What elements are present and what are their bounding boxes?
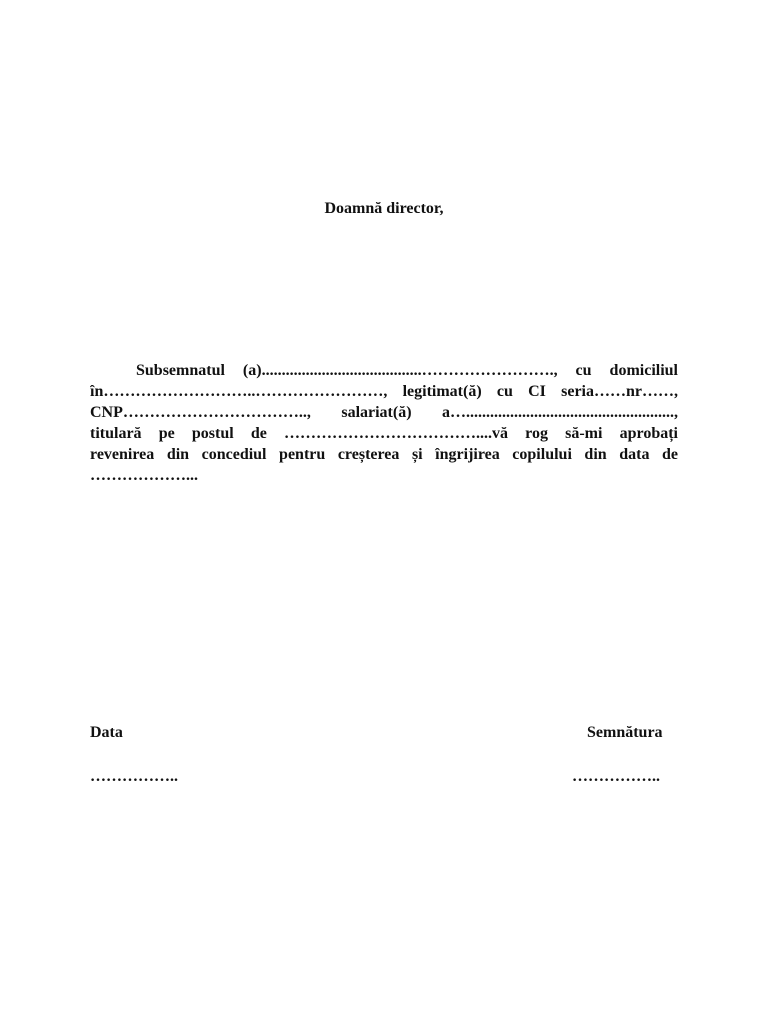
- paragraph-line-5: revenirea din concediul pentru creșterea și îngrijirea copilului din data de: [90, 446, 678, 463]
- paragraph-line-3: CNP…………………………….., salariat(ă) a…....................................................,: [90, 404, 678, 421]
- date-field: ……………..: [90, 768, 178, 785]
- paragraph-line-1: Subsemnatul (a)........................................……………………., cu domiciliul: [136, 362, 678, 379]
- paragraph-line-2: în………………………..……………………, legitimat(ă) cu CI seria……nr……,: [90, 383, 678, 400]
- paragraph-line-4: titulară pe postul de ………………………………....vă rog să-mi aprobați: [90, 425, 678, 442]
- signature-label: Semnătura: [587, 724, 663, 741]
- signature-field: ……………..: [572, 768, 660, 785]
- date-label: Data: [90, 724, 123, 741]
- paragraph-line-6: ………………...: [90, 467, 198, 484]
- request-paragraph: [90, 360, 678, 486]
- salutation: Doamnă director,: [324, 200, 444, 217]
